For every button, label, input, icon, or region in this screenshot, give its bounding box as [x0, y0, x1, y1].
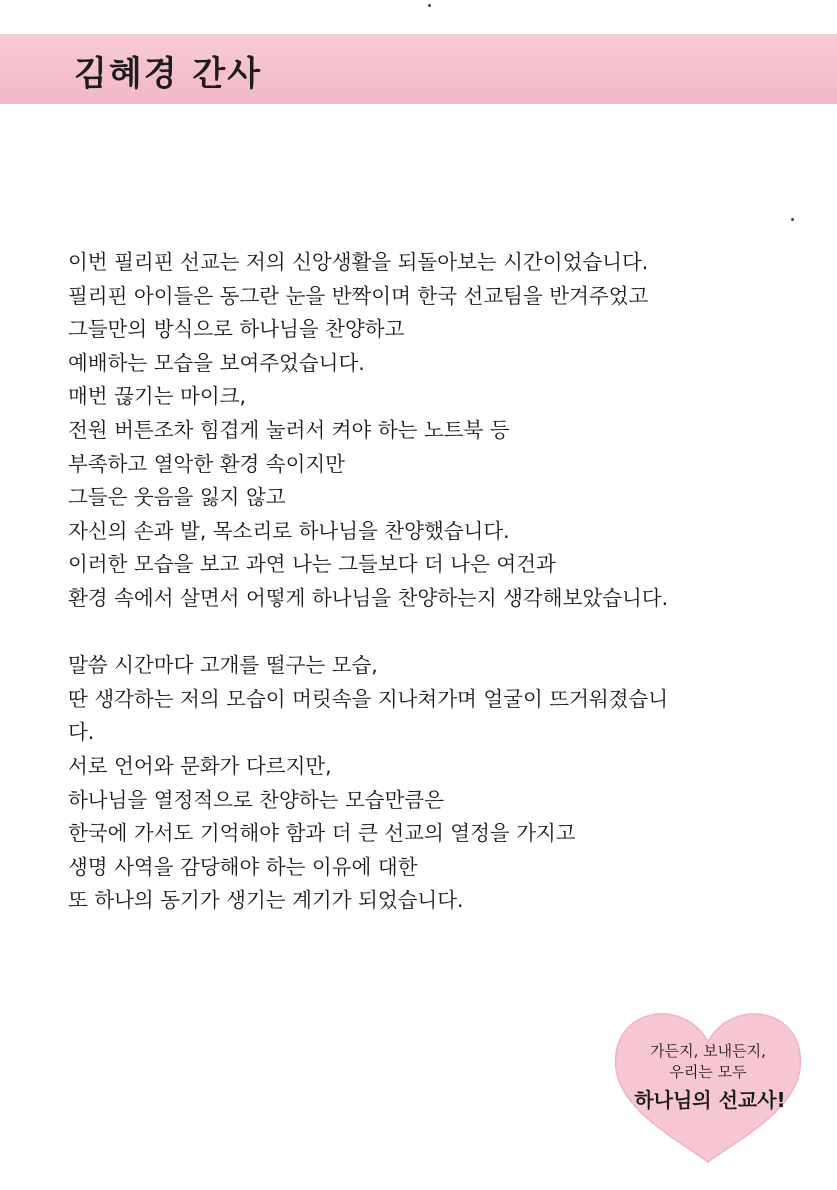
text-line: 예배하는 모습을 보여주었습니다.: [68, 350, 365, 375]
text-line: 말씀 시간마다 고개를 떨구는 모습,: [68, 653, 378, 678]
letter-body: [68, 246, 788, 918]
text-line: 한국에 가서도 기억해야 함과 더 큰 선교의 열정을 가지고: [68, 821, 576, 846]
paragraph-1: [68, 246, 788, 616]
text-line: 매번 끊기는 마이크,: [68, 384, 246, 409]
text-line: 그들만의 방식으로 하나님을 찬양하고: [68, 317, 405, 342]
text-line: 필리핀 아이들은 동그란 눈을 반짝이며 한국 선교팀을 반겨주었고: [68, 283, 649, 308]
heart-text-line: 우리는 모두: [669, 1063, 747, 1081]
text-line: 전원 버튼조차 힘겹게 눌러서 켜야 하는 노트북 등: [68, 417, 510, 442]
text-line: 생명 사역을 감당해야 하는 이유에 대한: [68, 854, 418, 879]
text-line: 부족하고 열악한 환경 속이지만: [68, 451, 345, 476]
text-line: 이번 필리핀 선교는 저의 신앙생활을 되돌아보는 시간이었습니다.: [68, 250, 649, 274]
text-line: 자신의 손과 발, 목소리로 하나님을 찬양했습니다.: [68, 518, 510, 543]
text-line: 또 하나의 동기가 생기는 계기가 되었습니다.: [68, 888, 464, 913]
text-line: 이러한 모습을 보고 과연 나는 그들보다 더 나은 여건과: [68, 552, 556, 577]
heart-text-line: 가든지, 보내든지,: [650, 1042, 766, 1060]
scan-speck: [428, 4, 431, 7]
text-line: 서로 언어와 문화가 다르지만,: [68, 753, 332, 778]
paragraph-2: [68, 649, 788, 918]
text-line: 그들은 웃음을 잃지 않고: [68, 485, 286, 510]
scan-speck: [791, 218, 794, 221]
text-line: 환경 속에서 살면서 어떻게 하나님을 찬양하는지 생각해보았습니다.: [68, 585, 669, 610]
heart-badge: [608, 1006, 808, 1166]
page-title: 김혜경 간사: [74, 54, 263, 94]
heart-text-headline: 하나님의 선교사!: [634, 1088, 786, 1112]
text-line: 딴 생각하는 저의 모습이 머릿속을 지나쳐가며 얼굴이 뜨거워졌습니: [68, 686, 669, 711]
text-line: 하나님을 열정적으로 찬양하는 모습만큼은: [68, 787, 445, 812]
text-line: 다.: [68, 720, 95, 745]
